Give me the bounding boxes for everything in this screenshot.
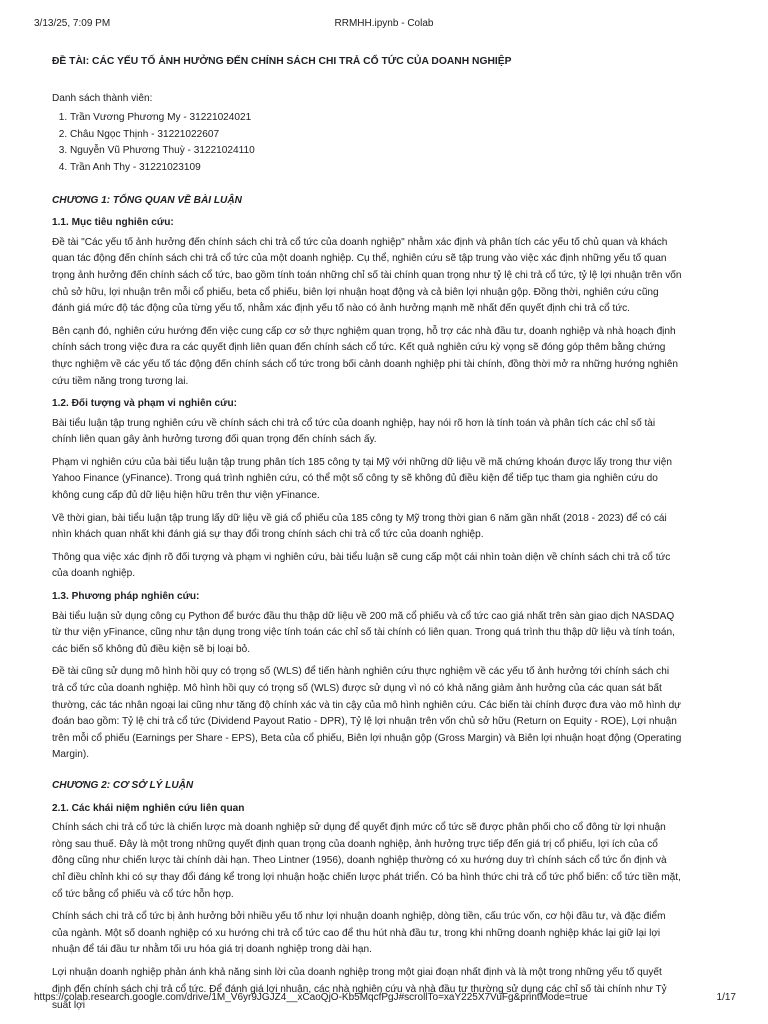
notebook-content: [52, 54, 682, 1021]
paragraph: Bài tiểu luận tập trung nghiên cứu về chính sách chi trả cổ tức của doanh nghiệp, hay nói rõ hơn là tính toán và phân tích các chỉ số tài chính liên quan gây ảnh hưởng tương đối quan trọng đến chính sách ấy.: [52, 417, 656, 446]
paragraph: Về thời gian, bài tiểu luận tập trung lấy dữ liệu về giá cổ phiếu của 185 công ty Mỹ trong thời gian 6 năm gần nhất (2018 - 2023) để có cái nhìn khách quan nhất khi đánh giá sự thay đổi trong chính sách chi trả cổ tức của doanh nghiệp.: [52, 512, 667, 541]
paragraph: Bài tiểu luận sử dụng công cụ Python để bước đầu thu thập dữ liệu về 200 mã cổ phiếu và cổ tức cao giá nhất trên sàn giao dịch NASDAQ từ thư viện yFinance, cũng như tận dụng trong việc tính toán các chỉ số tài chính có liên quan. Trong quá trình thu thập dữ liệu và tính toán, các biến số không đủ điều kiện sẽ bị loại bỏ.: [52, 610, 675, 655]
chapter-heading-1: CHƯƠNG 1: TỔNG QUAN VỀ BÀI LUẬN: [52, 194, 242, 206]
section-heading-1-3: 1.3. Phương pháp nghiên cứu:: [52, 591, 200, 603]
members-label: Danh sách thành viên:: [52, 92, 153, 104]
page-number: 1/17: [716, 992, 736, 1003]
page-url: https://colab.research.google.com/drive/1M_V6yr9JGJZ4__xCaoQjO-Kb5MqcfPgJ#scrollTo=xaY225X7VuFg&printMode=true: [34, 992, 588, 1003]
section-heading-1-2: 1.2. Đối tượng và phạm vi nghiên cứu:: [52, 398, 237, 410]
section-heading-1-1: 1.1. Mục tiêu nghiên cứu:: [52, 217, 174, 229]
paragraph: Bên cạnh đó, nghiên cứu hướng đến việc cung cấp cơ sở thực nghiệm quan trọng, hỗ trợ các nhà đầu tư, doanh nghiệp và nhà hoạch định chính sách trong việc đưa ra các quyết định liên quan đến chính sách cổ tức. Kết quả nghiên cứu kỳ vọng sẽ đóng góp thêm bằng chứng thực nghiệm về các yếu tố tác động đến chính sách cổ tức trong bối cảnh doanh nghiệp phi tài chính, đồng thời mở ra những hướng nghiên cứu tiềm năng trong tương lai.: [52, 325, 678, 387]
paragraph: Lợi nhuận doanh nghiệp phản ánh khả năng sinh lời của doanh nghiệp trong một giai đoạn nhất định và là một trong những yếu tố quyết định đến chính sách chi trả cổ tức. Để đánh giá lợi nhuận, các nhà nghiên cứu và nhà đầu tư thường sử dụng các chỉ số tài chính như Tỷ suất lợi: [52, 966, 667, 1012]
list-item: 1. Trần Vương Phương My - 31221024021: [70, 110, 682, 127]
print-datetime: 3/13/25, 7:09 PM: [34, 18, 111, 29]
list-item: 2. Châu Ngọc Thịnh - 31221022607: [70, 127, 682, 144]
print-title: RRMHH.ipynb - Colab: [334, 18, 434, 29]
paragraph: Chính sách chi trả cổ tức bị ảnh hưởng bởi nhiều yếu tố như lợi nhuận doanh nghiệp, dòng tiền, cấu trúc vốn, cơ hội đầu tư, và đặc điểm của ngành. Một số doanh nghiệp có xu hướng chi trả cổ tức cao để thu hút nhà đầu tư, trong khi những doanh nghiệp khác lại giữ lại lợi nhuận để tái đầu tư nhằm tối ưu hóa giá trị doanh nghiệp trong dài hạn.: [52, 911, 666, 956]
paragraph: Đề tài cũng sử dụng mô hình hồi quy có trọng số (WLS) để tiến hành nghiên cứu thực nghiệm về các yếu tố ảnh hưởng tới chính sách chi trả cổ tức của doanh nghiệp. Mô hình hồi quy có trọng số (WLS) được sử dụng vì nó có khả năng giảm ảnh hưởng của các quan sát bất thường, các tác nhân ngoại lai cũng như tăng độ chính xác và tin cậy của mô hình nghiên cứu. Các biến tài chính được đưa vào mô hình dự đoán bao gồm: Tỷ lệ chi trả cổ tức (Dividend Payout Ratio - DPR), Tỷ lệ lợi nhuận trên vốn chủ sở hữu (Return on Equity - ROE), Lợi nhuận trên mỗi cổ phiếu (Earnings per Share - EPS), Beta của cổ phiếu, Biên lợi nhuận gộp (Gross Margin) và Biên lợi nhuận hoạt động (Operating Margin).: [52, 666, 682, 761]
chapter-heading-2: CHƯƠNG 2: CƠ SỞ LÝ LUẬN: [52, 779, 194, 791]
paragraph: Thông qua việc xác định rõ đối tượng và phạm vi nghiên cứu, bài tiểu luận sẽ cung cấp một cái nhìn toàn diện về chính sách chi trả cổ tức của doanh nghiệp.: [52, 551, 671, 580]
document-title: ĐỀ TÀI: CÁC YẾU TỐ ẢNH HƯỞNG ĐẾN CHÍNH SÁCH CHI TRẢ CỔ TỨC CỦA DOANH NGHIỆP: [52, 56, 512, 67]
paragraph: Đề tài "Các yếu tố ảnh hưởng đến chính sách chi trả cổ tức của doanh nghiệp" nhằm xác định và phân tích các yếu tố chủ quan và khách quan tác động đến chính sách chi trả cổ tức của một doanh nghiệp. Cụ thể, nghiên cứu sẽ tập trung vào việc xác định những yếu tố quan trọng ảnh hưởng đến chính sách cổ tức, bao gồm tính toán những chỉ số tài chính quan trọng như tỷ lệ chi trả cổ tức, tỷ lệ lợi nhuận trên vốn chủ sở hữu, lợi nhuận trên mỗi cổ phiếu, beta cổ phiếu, biên lợi nhuận hoạt động và cả biên lợi nhuận gộp. Đồng thời, nghiên cứu cũng đánh giá mức độ tác động của từng yếu tố, nhằm xác định yếu tố nào có ảnh hưởng mạnh mẽ nhất đến quyết định chi trả cổ tức.: [52, 236, 682, 315]
list-item: 4. Trần Anh Thy - 31221023109: [70, 160, 682, 177]
members-list: [52, 110, 682, 176]
print-header: [0, 18, 768, 32]
paragraph: Phạm vi nghiên cứu của bài tiểu luận tập trung phân tích 185 công ty tại Mỹ với những dữ liệu về mã chứng khoán được lấy trong thư viện Yahoo Finance (yFinance). Trong quá trình nghiên cứu, có thể một số công ty sẽ không đủ điều kiện để tiếp tục tham gia nghiên cứu do không cung cấp đủ dữ liệu hiện hữu trên thư viện yFinance.: [52, 456, 672, 502]
paragraph: Chính sách chi trả cổ tức là chiến lược mà doanh nghiệp sử dụng để quyết định mức cổ tức sẽ được phân phối cho cổ đông từ lợi nhuận ròng sau thuế. Đây là một trong những quyết định quan trọng của doanh nghiệp, ảnh hưởng trực tiếp đến giá trị cổ phiếu, lợi ích của cổ đông cũng như chiến lược tài chính dài hạn. Theo Lintner (1956), doanh nghiệp thường có xu hướng duy trì chính sách cổ tức ổn định và chỉ điều chỉnh khi có sự thay đổi đáng kể trong lợi nhuận hoặc chiến lược phát triển. Có ba hình thức chi trả cổ tức phổ biến: cổ tức tiền mặt, cổ tức bằng cổ phiếu và cổ tức hỗn hợp.: [52, 822, 681, 900]
list-item: 3. Nguyễn Vũ Phương Thuỳ - 31221024110: [70, 143, 682, 160]
section-heading-2-1: 2.1. Các khái niệm nghiên cứu liên quan: [52, 802, 245, 814]
